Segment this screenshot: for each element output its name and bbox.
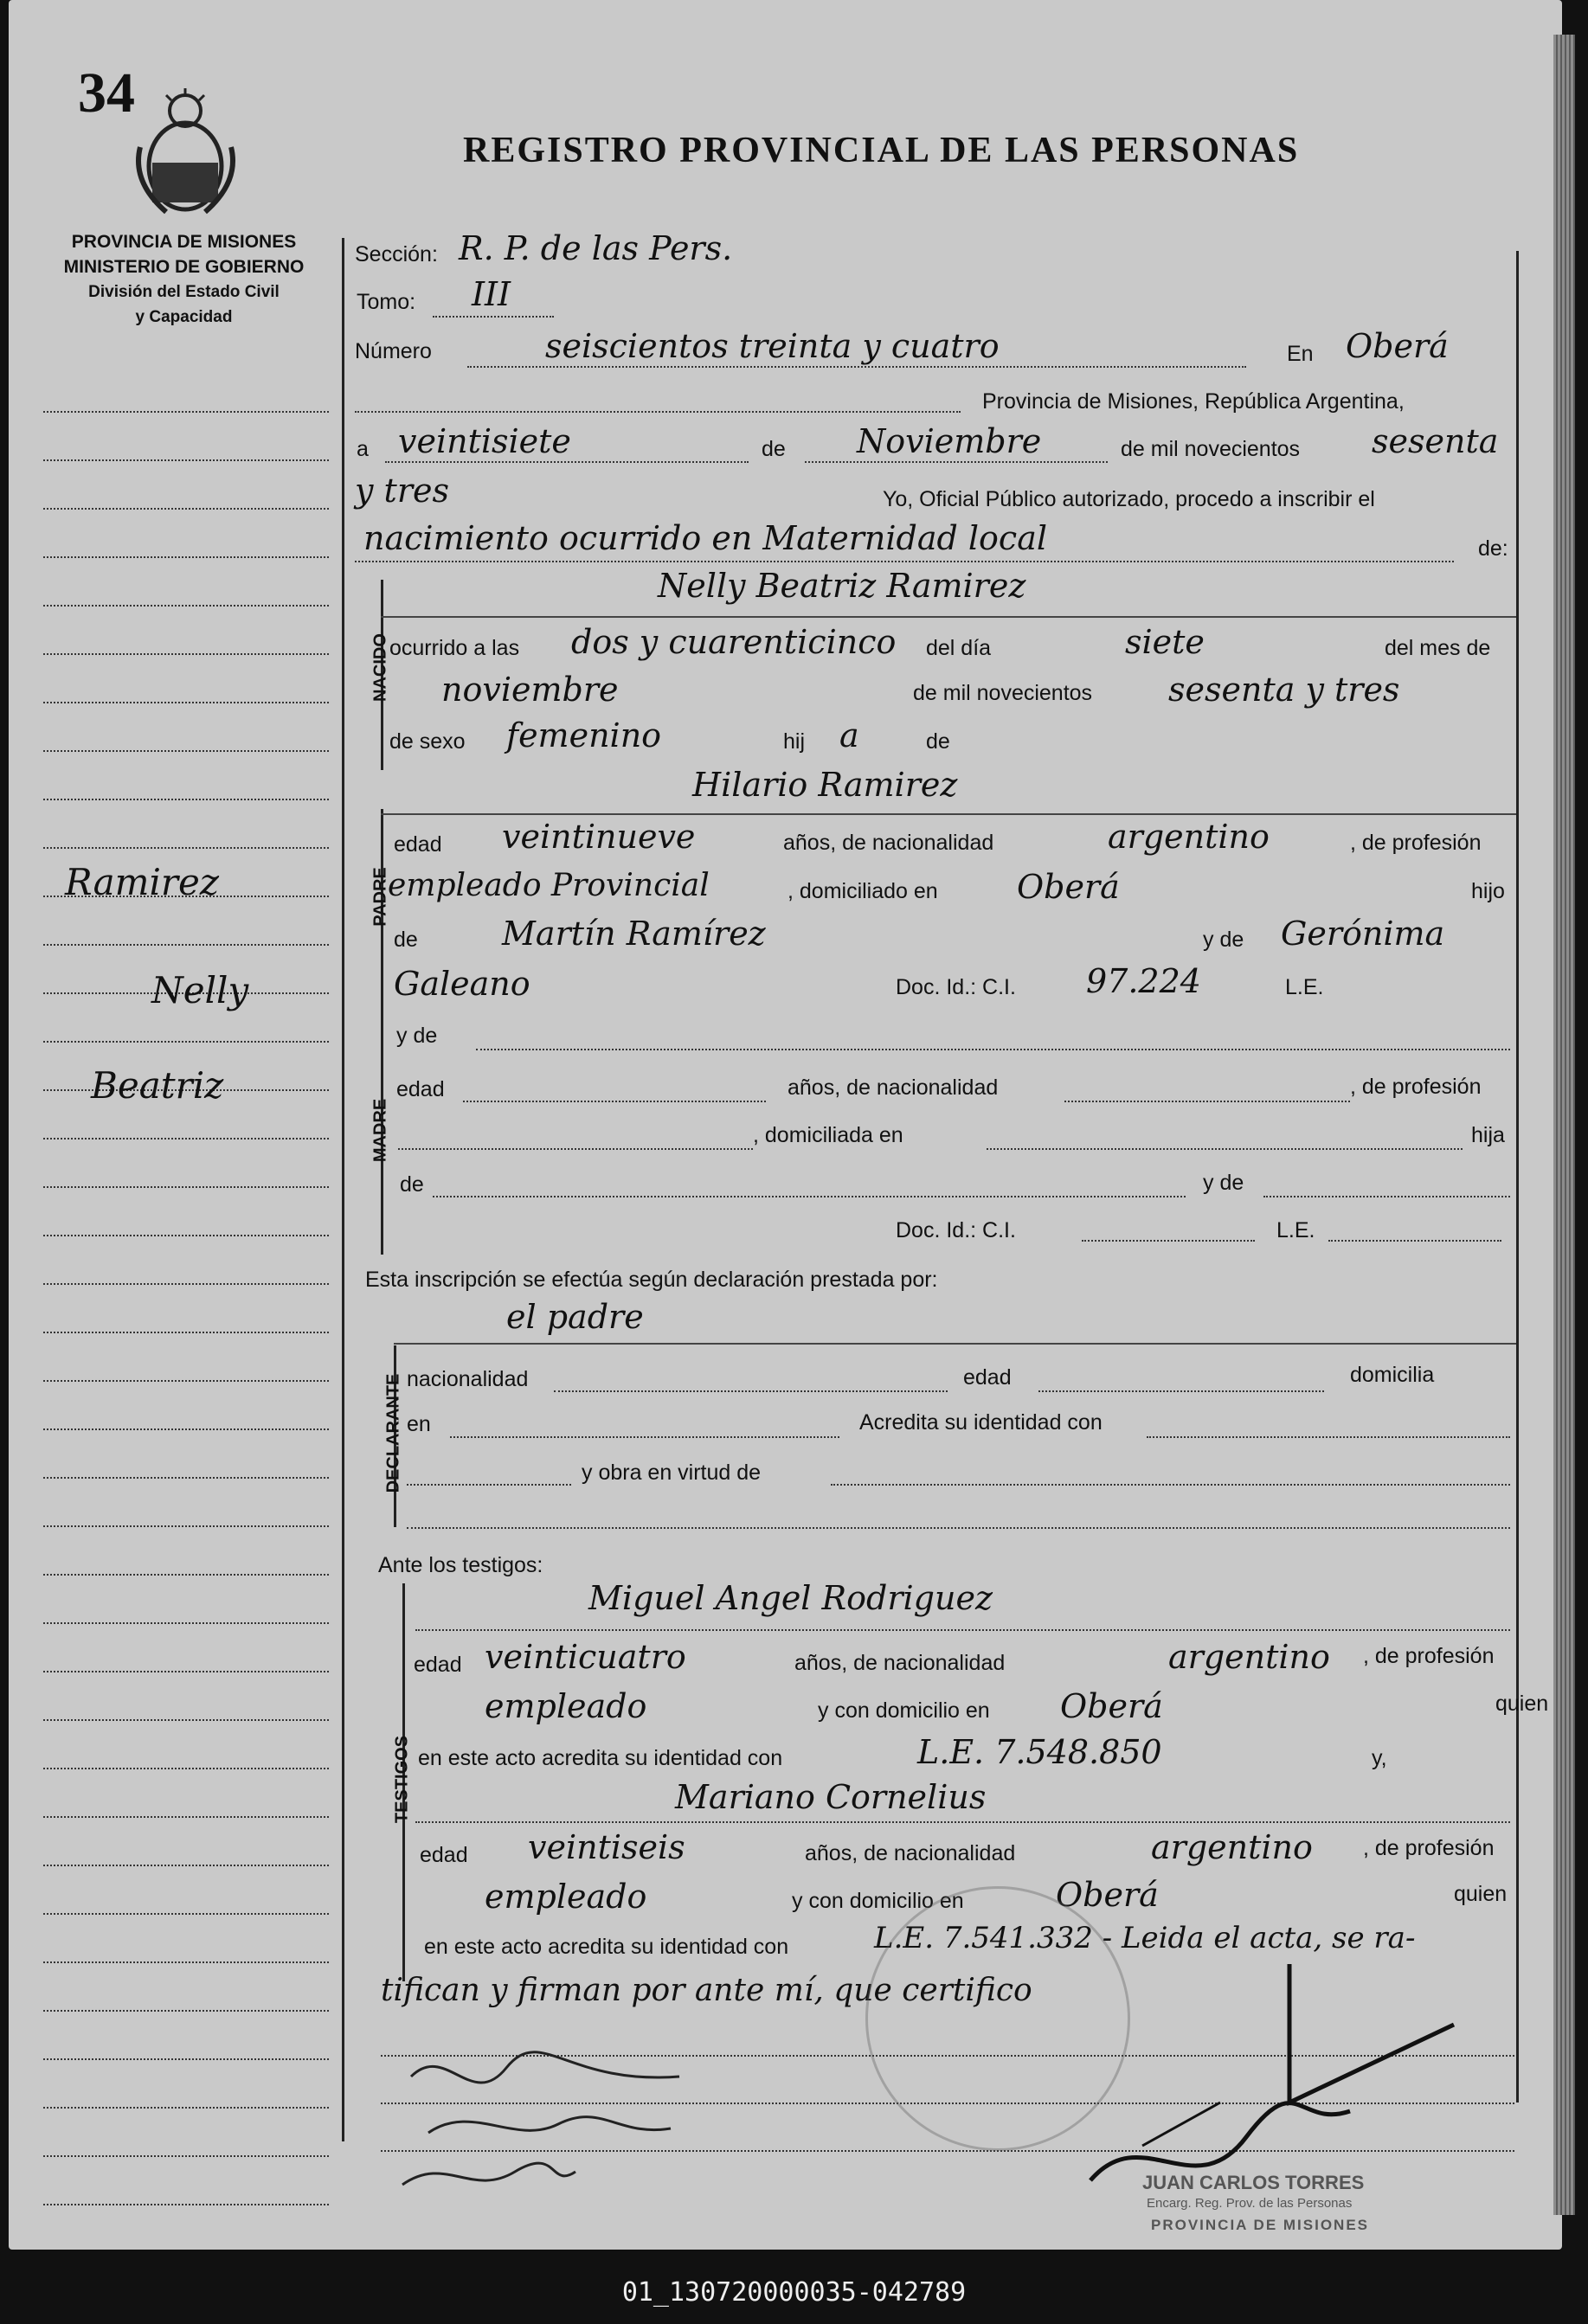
signatures-handwritten (394, 2042, 878, 2206)
label-t1-nac: años, de nacionalidad (794, 1651, 1006, 1675)
madre-padres-line (433, 1196, 1186, 1197)
label-padre-edad: edad (394, 832, 442, 857)
month-line (805, 461, 1108, 463)
margin-ruled-line (43, 1622, 329, 1624)
label-decl-nacionalidad: nacionalidad (407, 1367, 529, 1391)
padre-name-line (381, 813, 1516, 815)
label-numero: Número (355, 339, 432, 363)
value-abuela: Gerónima (1281, 915, 1445, 953)
label-t1-profesion: , de profesión (1363, 1644, 1495, 1668)
label-provincia: Provincia de Misiones, República Argentina, (982, 389, 1405, 414)
value-padre-nombre: Hilario Ramirez (692, 766, 958, 804)
value-numero: seiscientos treinta y cuatro (545, 327, 1000, 365)
label-domiciliada: , domiciliada en (753, 1123, 903, 1147)
label-decl-obra: y obra en virtud de (582, 1461, 762, 1485)
value-seccion: R. P. de las Pers. (459, 229, 733, 267)
margin-ruled-line (43, 653, 329, 655)
label-padre-nac: años, de nacionalidad (783, 831, 994, 855)
value-abuela-apellido: Galeano (394, 965, 530, 1003)
decl-doc-line (407, 1484, 571, 1486)
label-decl-en: en (407, 1412, 431, 1436)
label-ocurrido: ocurrido a las (389, 636, 520, 660)
label-madre-edad: edad (396, 1077, 445, 1101)
margin-ruled-line (43, 1186, 329, 1188)
margin-surname: Ramirez (65, 861, 219, 903)
stamp-name: JUAN CARLOS TORRES (1142, 2172, 1365, 2193)
label-en: En (1287, 342, 1314, 366)
madre-ci-line (1082, 1240, 1255, 1242)
label-padre-profesion: , de profesión (1350, 831, 1482, 855)
label-tomo: Tomo: (357, 290, 416, 314)
label-hij: hij (783, 729, 806, 754)
label-de-progenitor: de (926, 729, 950, 754)
margin-ruled-line (43, 1671, 329, 1672)
value-dia: veintisiete (398, 422, 571, 460)
numero-line (467, 366, 1246, 368)
margin-ruled-line (43, 799, 329, 800)
label-t1-y: y, (1372, 1746, 1387, 1770)
label-decl-acredita: Acredita su identidad con (859, 1410, 1103, 1435)
t2-name-line (415, 1821, 1510, 1823)
margin-ruled-line (43, 459, 329, 461)
decl-en-line (450, 1436, 839, 1438)
madre-prof-line (398, 1148, 753, 1150)
value-sexo: femenino (506, 716, 662, 754)
margin-ruled-line (43, 1574, 329, 1576)
image-caption: 01_130720000035-042789 (621, 2277, 967, 2308)
margin-ruled-line (43, 2107, 329, 2109)
label-madre-yde: y de (396, 1024, 438, 1048)
value-testigo2-nombre: Mariano Cornelius (675, 1778, 987, 1816)
margin-ruled-line (43, 2155, 329, 2157)
madre-nac-line (1064, 1101, 1350, 1102)
margin-ruled-line (43, 605, 329, 607)
label-t2-profesion: , de profesión (1363, 1836, 1495, 1860)
label-decl-edad: edad (963, 1365, 1012, 1390)
label-testigos: Ante los testigos: (378, 1553, 543, 1577)
margin-ruled-line (43, 1768, 329, 1769)
value-t2-prof: empleado (485, 1878, 647, 1916)
margin-ruled-line (43, 508, 329, 510)
value-en: Oberá (1346, 327, 1449, 365)
coat-of-arms-icon (132, 87, 240, 216)
page-number: 34 (78, 61, 135, 125)
value-dia-nac: siete (1125, 623, 1205, 661)
decl-extra-line (407, 1527, 1510, 1529)
value-padre-nac: argentino (1108, 818, 1270, 856)
stamp-role: Encarg. Reg. Prov. de las Personas (1147, 2196, 1353, 2211)
label-t1-quien: quien (1495, 1692, 1549, 1716)
label-madre-doc: Doc. Id.: C.I. (896, 1218, 1016, 1242)
label-del-mes: del mes de (1385, 636, 1491, 660)
side-label-madre: MADRE (370, 1098, 390, 1163)
margin-ruled-line (43, 411, 329, 413)
label-madre-de: de (400, 1172, 424, 1197)
label-oficial: Yo, Oficial Público autorizado, procedo a inscribir el (883, 487, 1375, 511)
side-label-testigos: TESTIGOS (392, 1735, 412, 1824)
issuer-block (43, 229, 325, 330)
decl-obra-line (831, 1484, 1510, 1486)
decl-nac-line (554, 1390, 948, 1392)
value-mes-nac: noviembre (441, 671, 619, 709)
value-padre-edad: veintinueve (502, 818, 696, 856)
issuer-ministry: MINISTERIO DE GOBIERNO (63, 257, 305, 277)
label-de-colon: de: (1478, 536, 1508, 561)
label-t1-edad: edad (414, 1653, 462, 1677)
margin-ruled-line (43, 1428, 329, 1430)
margin-second-name: Beatriz (91, 1064, 224, 1107)
value-t1-doc: L.E. 7.548.850 (917, 1733, 1162, 1771)
margin-ruled-line (43, 1816, 329, 1818)
name-line (381, 616, 1516, 618)
margin-ruled-line (43, 2204, 329, 2205)
margin-ruled-line (43, 1283, 329, 1285)
label-madre-nac: años, de nacionalidad (788, 1075, 999, 1100)
label-t1-acredita: en este acto acredita su identidad con (418, 1746, 783, 1770)
value-t1-edad: veinticuatro (485, 1638, 686, 1676)
value-t2-nac: argentino (1151, 1828, 1313, 1866)
value-t2-doc: L.E. 7.541.332 - Leida el acta, se ra- (874, 1921, 1416, 1955)
margin-ruled-line (43, 1865, 329, 1866)
value-hij-suffix: a (839, 716, 859, 754)
value-padre-ci: 97.224 (1086, 962, 1201, 1000)
label-t2-domicilio: y con domicilio en (792, 1889, 964, 1913)
label-y-de: y de (1203, 928, 1244, 952)
value-nombre: Nelly Beatriz Ramirez (658, 567, 1026, 605)
label-del-dia: del día (926, 636, 992, 660)
value-cierre: tifican y firman por ante mí, que certifico (381, 1973, 1032, 2008)
value-mes: Noviembre (857, 422, 1042, 460)
label-t2-quien: quien (1454, 1882, 1508, 1906)
day-line (385, 461, 749, 463)
value-tomo: III (472, 275, 511, 313)
margin-ruled-line (43, 1477, 329, 1479)
label-de-mil-nac: de mil novecientos (913, 681, 1093, 705)
label-de-mil: de mil novecientos (1121, 437, 1301, 461)
label-padre-doc: Doc. Id.: C.I. (896, 975, 1016, 999)
margin-ruled-line (43, 2010, 329, 2012)
label-sexo: de sexo (389, 729, 466, 754)
value-t2-edad: veintiseis (528, 1828, 685, 1866)
issuer-capacity: y Capacidad (135, 308, 233, 326)
declarante-line (394, 1343, 1516, 1345)
label-madre-profesion: , de profesión (1350, 1075, 1482, 1099)
margin-ruled-line (43, 1380, 329, 1382)
value-padre-prof: empleado Provincial (388, 868, 710, 903)
label-padre-le: L.E. (1285, 975, 1324, 999)
issuer-province: PROVINCIA DE MISIONES (71, 232, 297, 252)
label-madre-y-de: y de (1203, 1171, 1244, 1195)
value-anio-nac: sesenta y tres (1168, 671, 1400, 709)
margin-ruled-line (43, 847, 329, 849)
margin-ruled-line (43, 1235, 329, 1236)
value-hora: dos y cuarenticinco (571, 623, 897, 661)
value-t2-dom: Oberá (1056, 1876, 1159, 1914)
form-right-border (1516, 251, 1519, 2103)
place-line (355, 411, 961, 413)
act-line (355, 561, 1454, 562)
label-t2-nac: años, de nacionalidad (805, 1841, 1016, 1865)
value-t1-nac: argentino (1168, 1638, 1330, 1676)
label-hija: hija (1471, 1123, 1505, 1147)
value-anio: sesenta (1372, 422, 1499, 460)
label-domiciliado: , domiciliado en (788, 879, 938, 903)
margin-ruled-line (43, 2058, 329, 2060)
margin-ruled-line (43, 1332, 329, 1333)
label-seccion: Sección: (355, 242, 438, 266)
book-page-edges (1553, 35, 1575, 2215)
value-testigo1-nombre: Miguel Angel Rodriguez (588, 1579, 993, 1617)
value-t1-prof: empleado (485, 1687, 647, 1725)
decl-acredita-line (1147, 1436, 1510, 1438)
label-t2-acredita: en este acto acredita su identidad con (424, 1935, 789, 1959)
madre-le-line (1328, 1240, 1501, 1242)
label-declaracion: Esta inscripción se efectúa según declaración prestada por: (365, 1268, 938, 1292)
stamp-province: PROVINCIA DE MISIONES (1151, 2217, 1370, 2233)
label-t2-edad: edad (420, 1843, 468, 1867)
value-acto: nacimiento ocurrido en Maternidad local (363, 519, 1048, 557)
label-decl-domicilia: domicilia (1350, 1363, 1435, 1387)
margin-first-name: Nelly (151, 969, 249, 1011)
margin-ruled-line (43, 702, 329, 703)
margin-ruled-line (43, 944, 329, 946)
t1-name-line (415, 1629, 1510, 1631)
label-abuelo-de: de (394, 928, 418, 952)
label-de: de (762, 437, 786, 461)
margin-ruled-line (43, 1961, 329, 1963)
label-t1-domicilio: y con domicilio en (818, 1698, 990, 1723)
value-padre-dom: Oberá (1017, 868, 1120, 906)
value-anio-cont: y tres (355, 472, 449, 510)
margin-ruled-line (43, 1719, 329, 1721)
label-a: a (357, 437, 369, 461)
issuer-division: División del Estado Civil (88, 283, 280, 301)
side-label-padre: PADRE (370, 867, 390, 927)
tomo-line (433, 316, 554, 318)
madre-edad-line (463, 1101, 766, 1102)
value-declarante: el padre (506, 1298, 644, 1336)
value-abuelo: Martín Ramírez (502, 915, 766, 953)
margin-ruled-line (43, 750, 329, 752)
label-hijo: hijo (1471, 879, 1505, 903)
document-title: REGISTRO PROVINCIAL DE LAS PERSONAS (463, 131, 1300, 170)
side-label-nacido: NACIDO (370, 633, 390, 702)
label-madre-le: L.E. (1276, 1218, 1315, 1242)
value-t1-dom: Oberá (1060, 1687, 1163, 1725)
margin-ruled-line (43, 1525, 329, 1527)
margin-ruled-line (43, 1138, 329, 1140)
madre-dom-line (987, 1148, 1463, 1150)
madre-padres-line2 (1263, 1196, 1510, 1197)
margin-ruled-line (43, 1041, 329, 1043)
madre-name-line (476, 1049, 1510, 1050)
decl-edad-line (1038, 1390, 1324, 1392)
form-left-border (342, 238, 344, 2141)
margin-ruled-line (43, 556, 329, 558)
side-label-declarante: DECLARANTE (383, 1373, 403, 1493)
margin-ruled-line (43, 1913, 329, 1915)
